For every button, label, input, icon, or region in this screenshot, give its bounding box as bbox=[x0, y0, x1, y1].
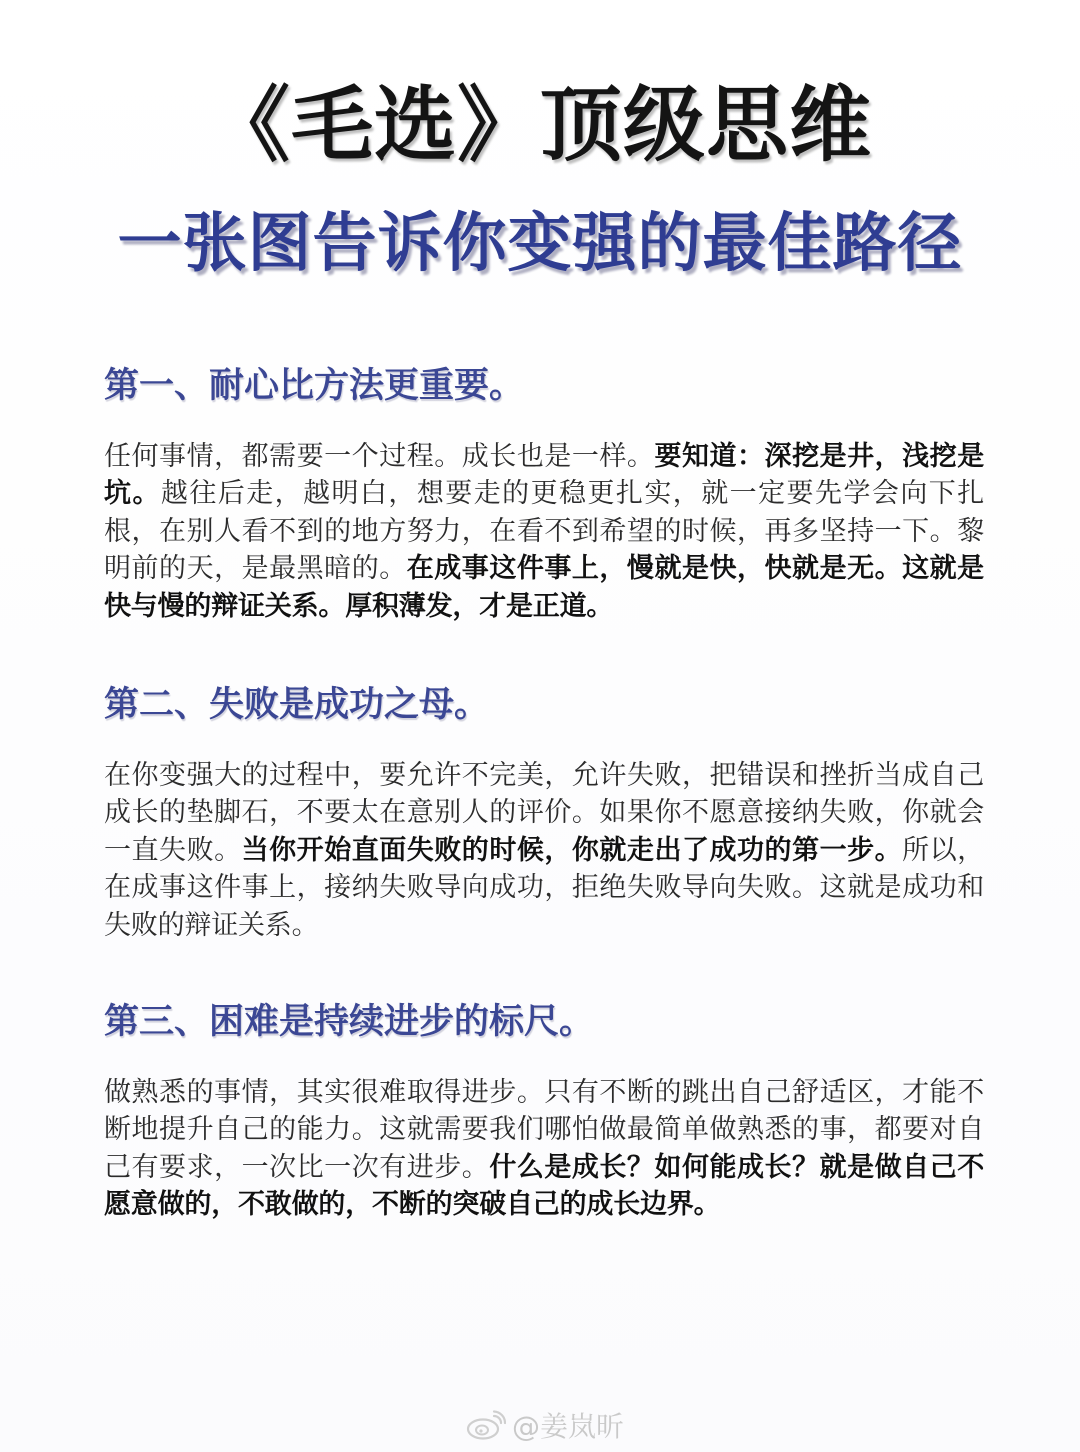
page-subtitle: 一张图告诉你变强的最佳路径 bbox=[117, 207, 963, 281]
text-run: 在你变强大的过程中，要允许不完美，允许失败，把错误和挫折当成自己成长的垫脚石，不要太在意别人的评价。如果你不愿意接纳失败，你就会一直失败。 bbox=[104, 760, 984, 866]
section-heading: 第二、失败是成功之母。 bbox=[104, 685, 490, 725]
section-heading: 第三、困难是持续进步的标尺。 bbox=[104, 1002, 595, 1042]
bold-text-run: 要知道：深挖是井，浅挖是坑。 bbox=[104, 441, 984, 510]
section-2 bbox=[104, 683, 984, 944]
text-run: 越往后走，越明白，想要走的更稳更扎实，就一定要先学会向下扎根，在别人看不到的地方努力，在看不到希望的时候，再多坚持一下。黎明前的天，是最黑暗的。 bbox=[104, 478, 984, 585]
section-1 bbox=[104, 364, 984, 625]
section-body bbox=[104, 1074, 984, 1224]
watermark bbox=[466, 1405, 624, 1445]
watermark-text: @姜岚昕 bbox=[512, 1410, 625, 1443]
section-3 bbox=[104, 1000, 984, 1224]
text-run: 做熟悉的事情，其实很难取得进步。只有不断的跳出自己舒适区，才能不断地提升自己的能力。这就需要我们哪怕做最简单做熟悉的事，都要对自己有要求，一次比一次有进步。 bbox=[104, 1077, 984, 1183]
text-run: 任何事情，都需要一个过程。成长也是一样。 bbox=[104, 441, 655, 472]
section-body bbox=[104, 438, 984, 625]
section-body bbox=[104, 757, 984, 944]
section-heading: 第一、耐心比方法更重要。 bbox=[104, 366, 525, 406]
page-title: 《毛选》顶级思维 bbox=[207, 78, 872, 173]
text-run: 所以，在成事这件事上，接纳失败导向成功，拒绝失败导向失败。这就是成功和失败的辩证关系。 bbox=[104, 834, 985, 941]
bold-text-run: 当你开始直面失败的时候，你就走出了成功的第一步。 bbox=[241, 834, 903, 866]
bold-text-run: 什么是成长？如何能成长？就是做自己不愿意做的，不敢做的，不断的突破自己的成长边界。 bbox=[104, 1151, 984, 1221]
bold-text-run: 在成事这件事上，慢就是快，快就是无。这就是快与慢的辩证关系。厚积薄发，才是正道。 bbox=[104, 553, 984, 622]
weibo-icon bbox=[466, 1410, 506, 1440]
